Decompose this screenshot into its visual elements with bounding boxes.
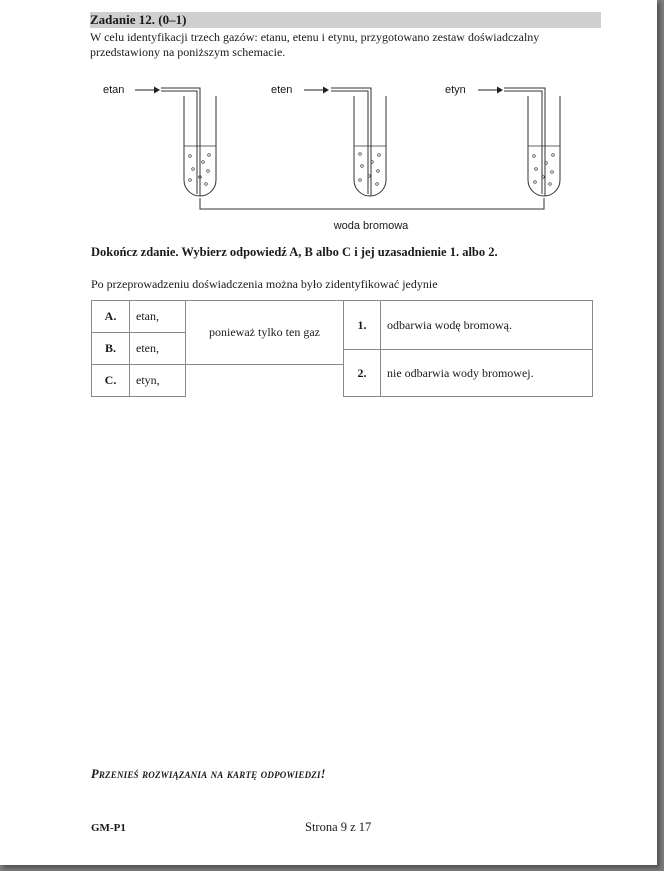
- task-header: Zadanie 12. (0–1): [90, 12, 601, 28]
- option-b-letter[interactable]: B.: [92, 333, 130, 365]
- option-b-text: eten,: [130, 333, 186, 365]
- reagent-label: woda bromowa: [333, 220, 409, 232]
- answer-table: [91, 300, 593, 397]
- table-row: [92, 301, 593, 333]
- arrow-icon: [304, 87, 329, 94]
- arrow-icon: [135, 87, 160, 94]
- test-tube-2: [331, 88, 386, 196]
- task-intro: W celu identyfikacji trzech gazów: etanu, etenu i etynu, przygotowano zestaw doświadczalny przedstawiony na poniższym schemacie.: [90, 30, 540, 59]
- reason-1-text: odbarwia wodę bromową.: [381, 301, 593, 350]
- gas-label-eten: eten: [271, 84, 293, 96]
- test-tube-1: [161, 88, 216, 196]
- option-a-text: etan,: [130, 301, 186, 333]
- page-number: Strona 9 z 17: [305, 820, 372, 834]
- option-c-letter[interactable]: C.: [92, 365, 130, 397]
- gas-label-etan: etan: [103, 84, 125, 96]
- reason-1-number[interactable]: 1.: [344, 301, 381, 350]
- exam-code: GM-P1: [91, 822, 126, 834]
- arrow-icon: [478, 87, 503, 94]
- gas-label-etyn: etyn: [445, 84, 466, 96]
- test-tube-3: [504, 88, 560, 196]
- option-a-letter[interactable]: A.: [92, 301, 130, 333]
- experiment-diagram: [90, 76, 570, 236]
- task-instruction: Dokończ zdanie. Wybierz odpowiedź A, B albo C i jej uzasadnienie 1. albo 2.: [91, 245, 498, 259]
- option-c-text: etyn,: [130, 365, 186, 397]
- lead-sentence: Po przeprowadzeniu doświadczenia można było zidentyfikować jedynie: [91, 277, 438, 291]
- reason-2-number[interactable]: 2.: [344, 350, 381, 397]
- reagent-bracket: [200, 198, 544, 209]
- reason-2-text: nie odbarwia wody bromowej.: [381, 350, 593, 397]
- connector-text: ponieważ tylko ten gaz: [186, 301, 344, 365]
- transfer-note: Przenieś rozwiązania na kartę odpowiedzi!: [91, 767, 326, 781]
